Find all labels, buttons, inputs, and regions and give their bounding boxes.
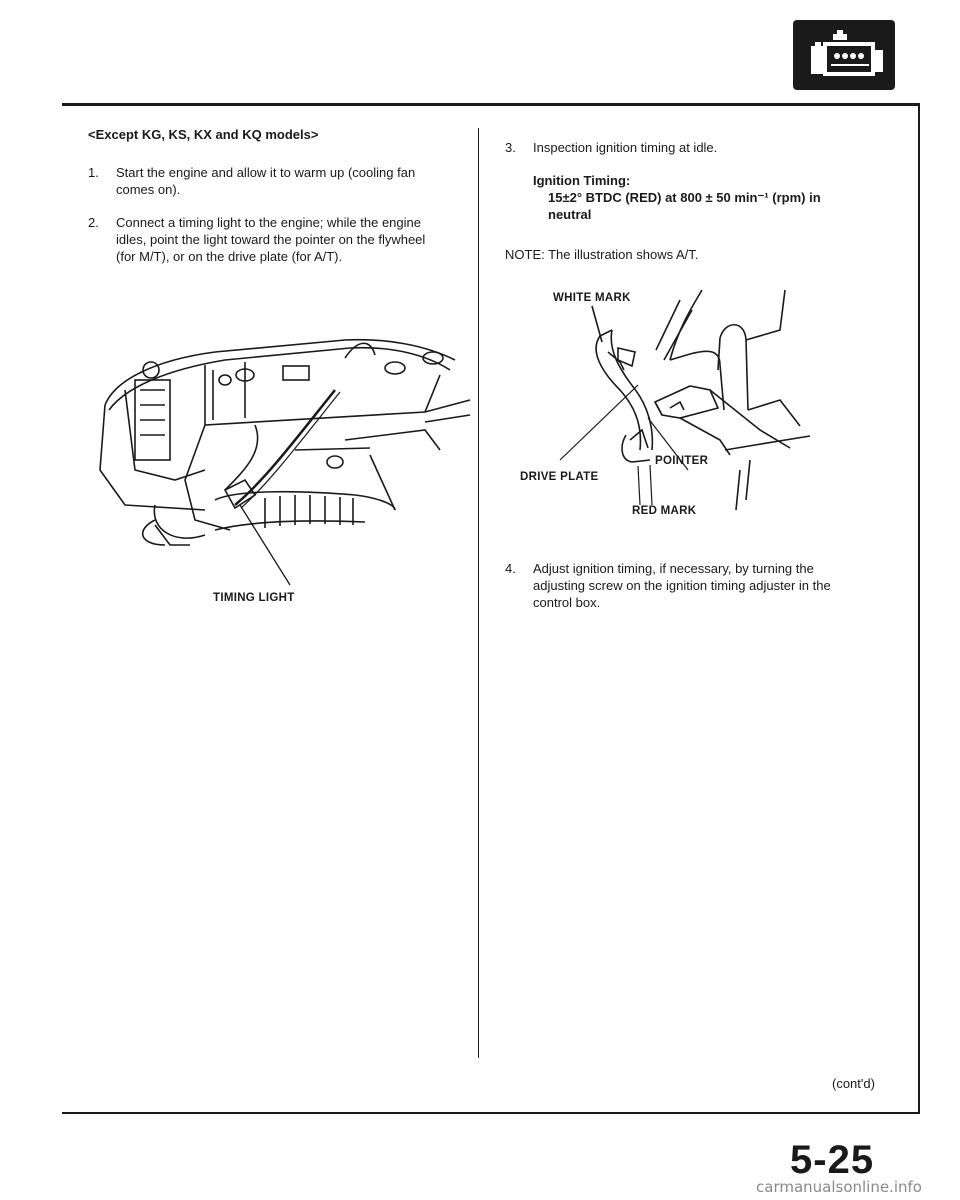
drive-plate-label: DRIVE PLATE — [520, 471, 599, 483]
step-line: adjusting screw on the ignition timing adjuster in the — [533, 578, 831, 593]
right-frame-line — [918, 103, 920, 1113]
section-title: <Except KG, KS, KX and KQ models> — [88, 127, 319, 142]
step-text: Inspection ignition timing at idle. — [533, 140, 718, 155]
step-number: 2. — [88, 215, 99, 230]
step-line: Adjust ignition timing, if necessary, by turning the — [533, 561, 814, 576]
step-number: 3. — [505, 140, 516, 155]
red-mark-label: RED MARK — [632, 505, 697, 517]
step-line: Connect a timing light to the engine; while the engine — [116, 215, 421, 230]
pointer-label: POINTER — [655, 455, 709, 467]
note: NOTE: The illustration shows A/T. — [505, 247, 699, 262]
watermark: carmanualsonline.info — [756, 1178, 922, 1196]
header-rule — [62, 103, 920, 106]
page-number: 5-25 — [790, 1138, 875, 1182]
engine-icon — [793, 20, 895, 90]
spec-title: Ignition Timing: — [533, 173, 631, 188]
spec-line-1: 15±2° BTDC (RED) at 800 ± 50 min⁻¹ (rpm) in — [548, 190, 821, 205]
step-number: 1. — [88, 165, 99, 180]
step-number: 4. — [505, 561, 516, 576]
step-2 — [88, 214, 458, 268]
column-divider — [478, 128, 479, 1058]
step-line: Start the engine and allow it to warm up (cooling fan — [116, 165, 416, 180]
step-3 — [505, 139, 895, 157]
continued-label: (cont'd) — [832, 1076, 875, 1091]
step-4 — [505, 560, 895, 614]
step-line: control box. — [533, 595, 601, 610]
white-mark-label: WHITE MARK — [553, 292, 631, 304]
timing-light-label: TIMING LIGHT — [213, 592, 295, 604]
step-1 — [88, 164, 458, 200]
engine-illustration — [95, 330, 475, 600]
step-line: comes on). — [116, 182, 181, 197]
step-line: idles, point the light toward the pointer on the flywheel — [116, 232, 426, 247]
step-line: (for M/T), or on the drive plate (for A/T). — [116, 249, 343, 264]
spec-line-2: neutral — [548, 207, 592, 222]
timing-mark-illustration — [560, 290, 860, 520]
footer-rule — [62, 1112, 920, 1114]
